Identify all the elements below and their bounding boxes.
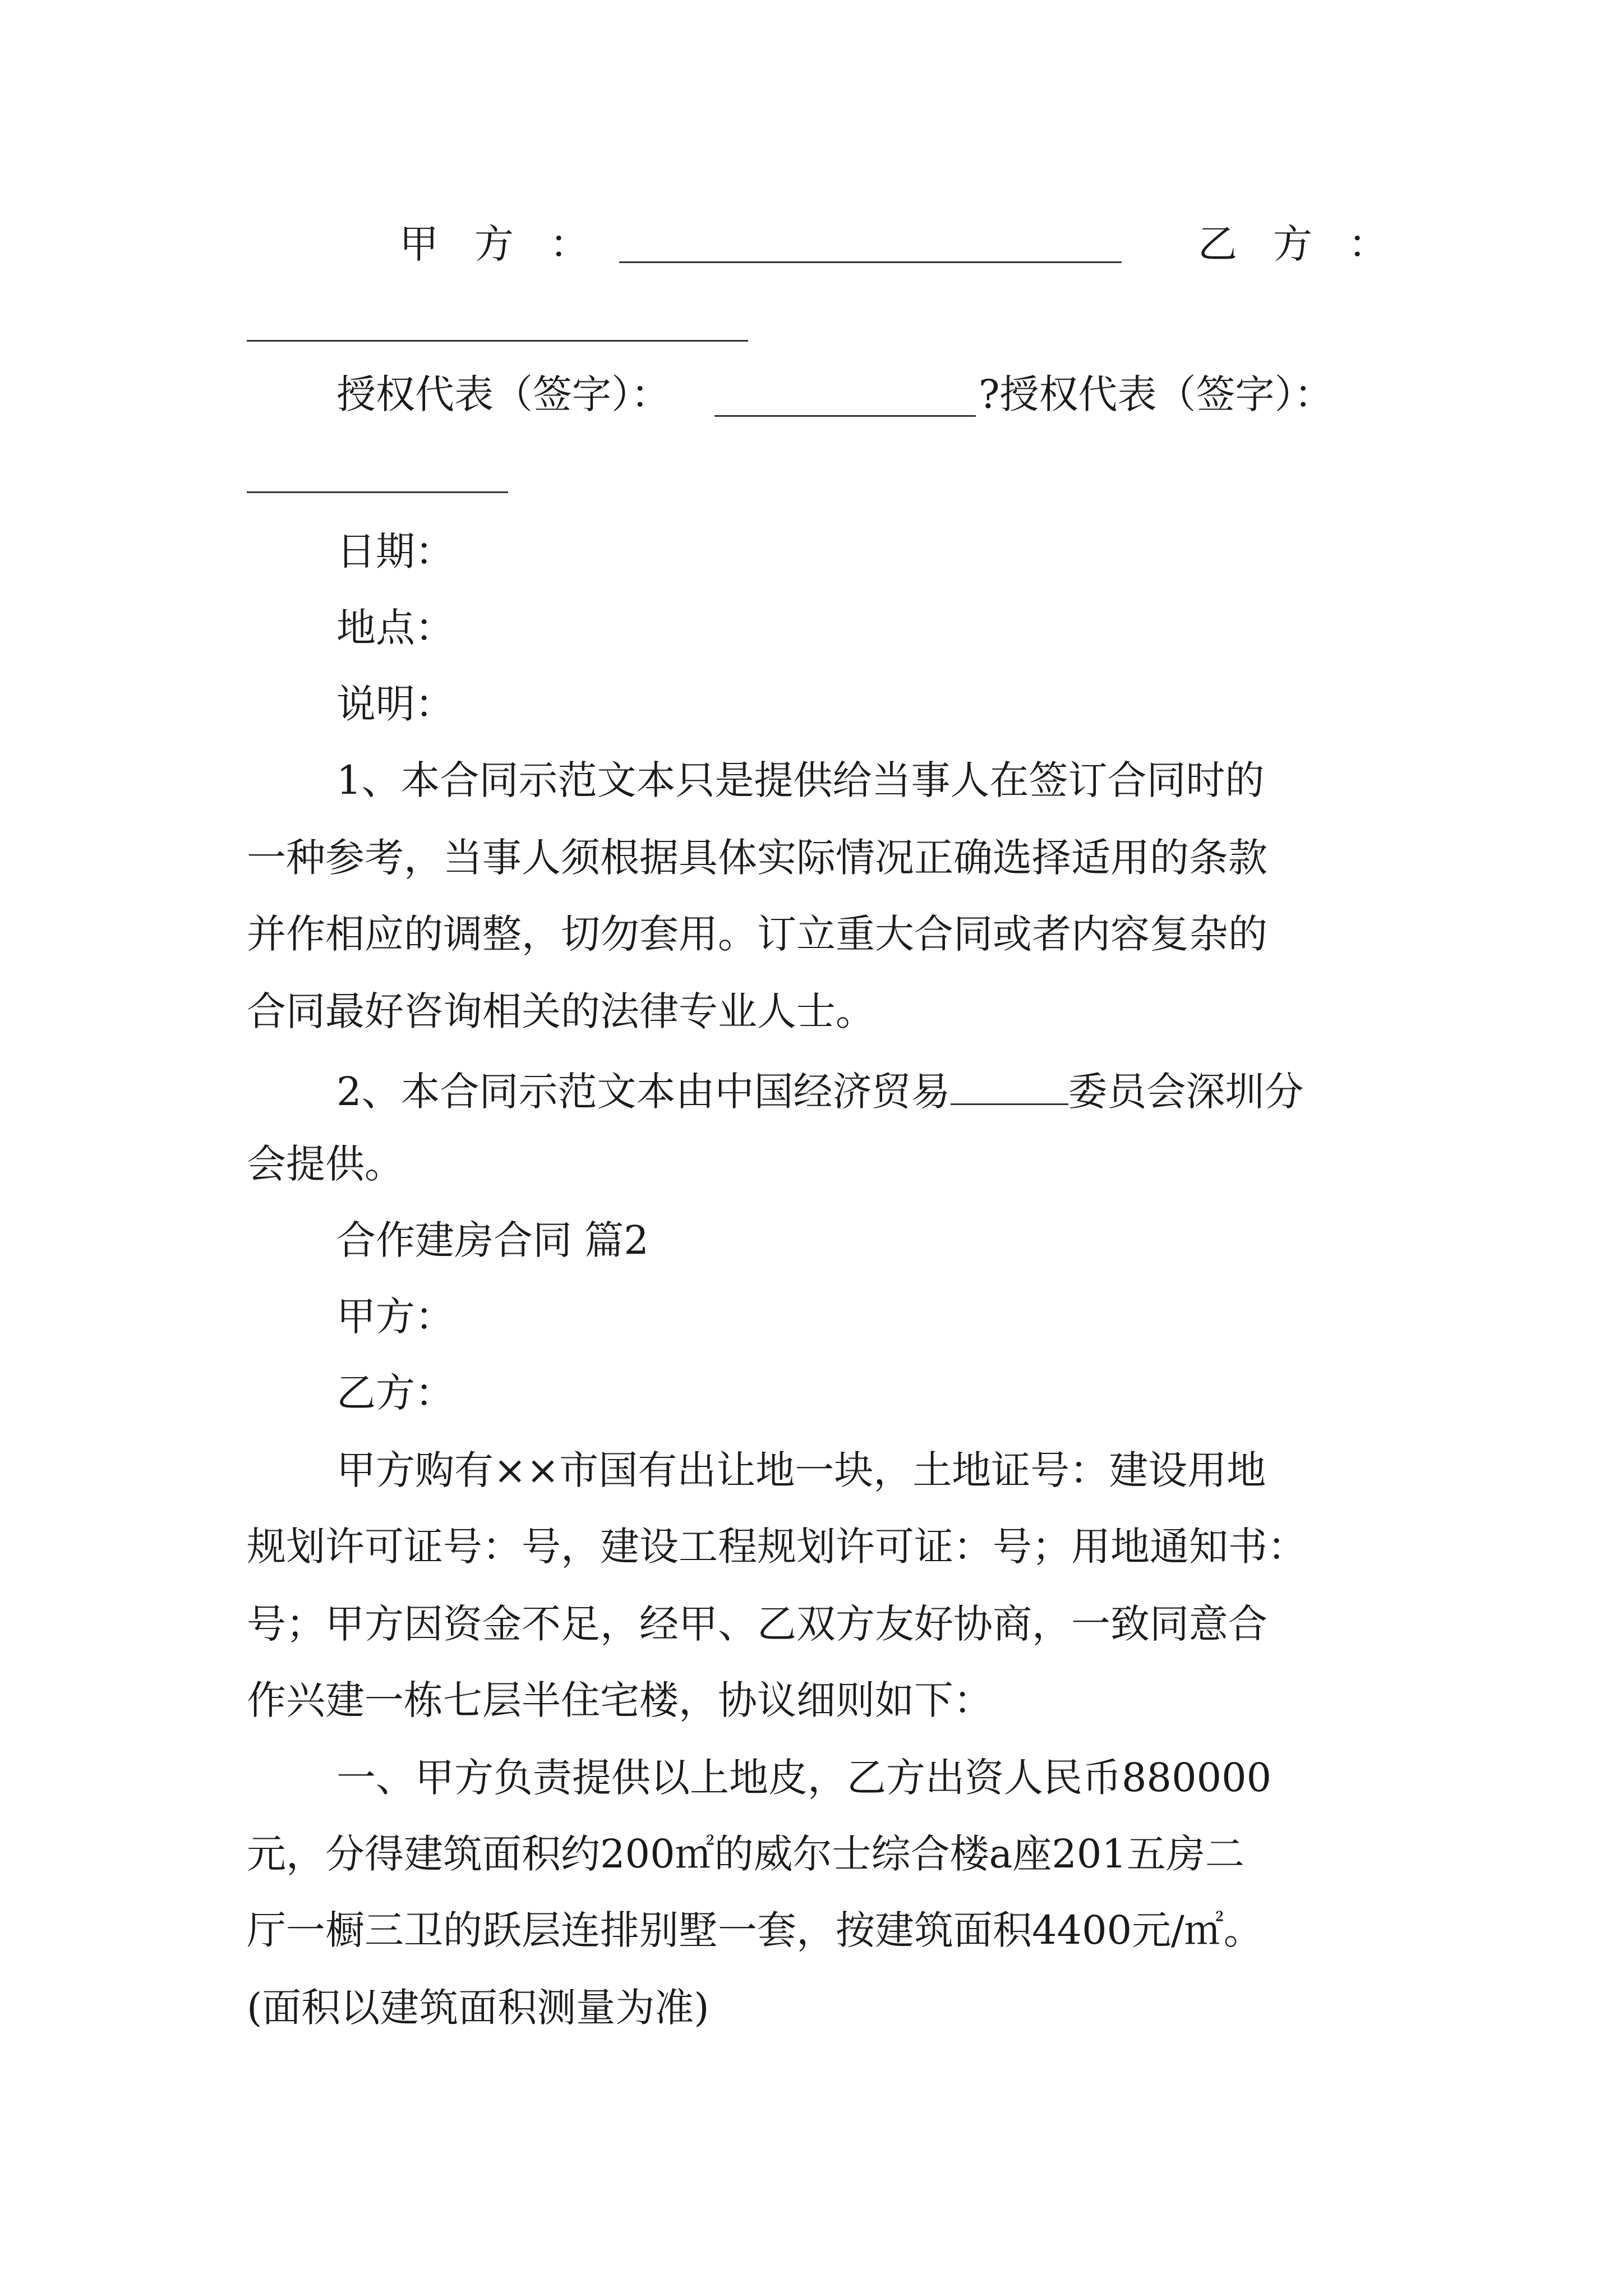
- note2-blank: [951, 1068, 1068, 1105]
- note1-line2: 一种参考，当事人须根据具体实际情况正确选择适用的条款: [247, 835, 1267, 881]
- para2-line4: (面积以建筑面积测量为准): [247, 1985, 709, 2031]
- party-a-blank: [619, 261, 1122, 263]
- notes-label: 说明：: [336, 681, 454, 727]
- note2-text-a: 2、本合同示范文本由中国经济贸易: [336, 1069, 951, 1115]
- note2-text-b: 委员会深圳分: [1068, 1069, 1304, 1115]
- date-label: 日期：: [336, 528, 454, 574]
- place-label: 地点：: [336, 605, 454, 651]
- para1-line1: 甲方购有××市国有出让地一块，土地证号：建设用地: [336, 1447, 1266, 1493]
- note1-line4: 合同最好咨询相关的法律专业人士。: [247, 988, 875, 1034]
- rep-a-blank: [714, 415, 976, 417]
- para2-line2: 元，分得建筑面积约200㎡的威尔士综合楼a座201五房二: [247, 1831, 1244, 1877]
- note1-line1: 1、本合同示范文本只是提供给当事人在签订合同时的: [336, 757, 1265, 803]
- contract2-title: 合作建房合同 篇2: [336, 1217, 649, 1263]
- rep-b-blank: [247, 491, 508, 493]
- contract2-party-a: 甲方：: [336, 1294, 454, 1340]
- rep-label-a: 授权代表（签字）：: [336, 371, 670, 417]
- para2-line3: 厅一橱三卫的跃层连排别墅一套，按建筑面积4400元/㎡。: [247, 1907, 1263, 1953]
- rep-label-b: ?授权代表（签字）：: [979, 371, 1334, 417]
- para1-line3: 号；甲方因资金不足，经甲、乙双方友好协商，一致同意合: [247, 1601, 1267, 1647]
- note2-line2: 会提供。: [247, 1141, 404, 1187]
- para1-line2: 规划许可证号：号，建设工程规划许可证：号；用地通知书：: [247, 1524, 1307, 1570]
- party-b-label: 乙方：: [1198, 221, 1423, 267]
- note1-line3: 并作相应的调整，切勿套用。订立重大合同或者内容复杂的: [247, 911, 1267, 957]
- para2-line1: 一、甲方负责提供以上地皮，乙方出资人民币880000: [336, 1755, 1272, 1801]
- party-a-label: 甲方：: [399, 221, 625, 267]
- para1-line4: 作兴建一栋七层半住宅楼，协议细则如下：: [247, 1677, 993, 1723]
- note2-line1: [336, 1068, 1304, 1115]
- contract2-party-b: 乙方：: [336, 1370, 454, 1416]
- party-b-blank: [247, 340, 748, 342]
